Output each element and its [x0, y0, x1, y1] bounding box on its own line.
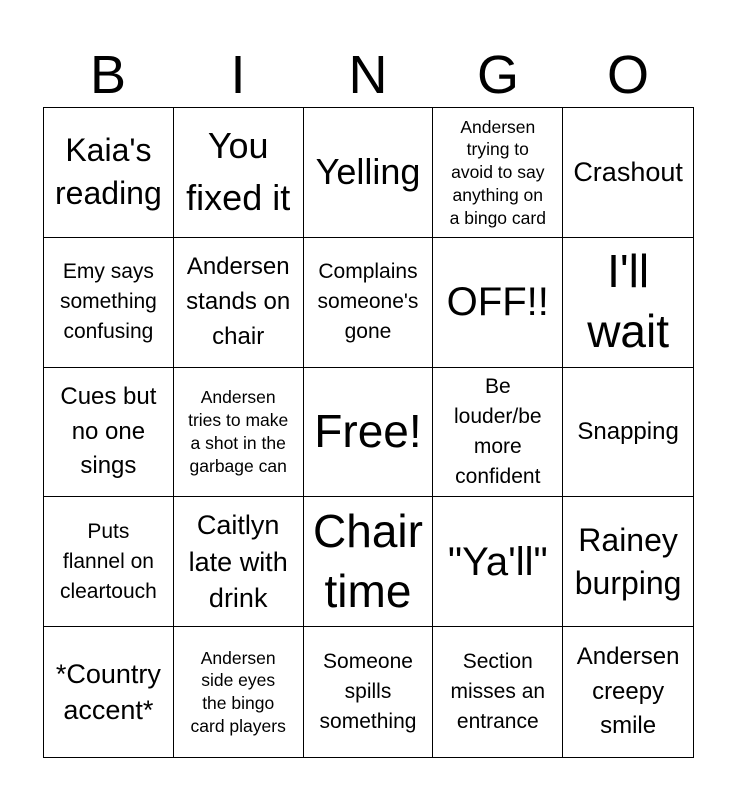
bingo-cell[interactable] [174, 238, 304, 368]
header-letter-b: B [89, 45, 127, 105]
cell-text: You fixed it [186, 125, 291, 219]
bingo-header [43, 44, 693, 106]
bingo-cell[interactable] [433, 108, 563, 238]
cell-text: Kaia's reading [55, 132, 162, 212]
bingo-cell[interactable] [174, 497, 304, 627]
bingo-cell[interactable] [174, 368, 304, 498]
cell-text: Snapping [577, 417, 679, 445]
bingo-cell[interactable] [174, 108, 304, 238]
bingo-cell[interactable] [433, 627, 563, 757]
bingo-cell[interactable] [563, 627, 693, 757]
cell-text: Free! [314, 405, 422, 458]
bingo-cell[interactable] [304, 497, 434, 627]
header-letter-g: G [476, 45, 519, 105]
bingo-cell[interactable] [304, 627, 434, 757]
bingo-cell[interactable] [563, 238, 693, 368]
bingo-cell[interactable] [563, 108, 693, 238]
header-letter-o: O [606, 45, 649, 105]
bingo-cell[interactable] [433, 238, 563, 368]
bingo-cell[interactable] [44, 368, 174, 498]
bingo-cell-free-space[interactable] [304, 368, 434, 498]
bingo-cell[interactable] [563, 368, 693, 498]
cell-text: Complains someone's gone [317, 260, 419, 344]
bingo-cell[interactable] [44, 497, 174, 627]
cell-text: Rainey burping [574, 521, 682, 601]
bingo-cell[interactable] [44, 627, 174, 757]
cell-text: Yelling [315, 151, 421, 193]
bingo-cell[interactable] [433, 368, 563, 498]
cell-text: Puts flannel on cleartouch [59, 520, 157, 603]
cell-text: Andersen stands on chair [186, 253, 291, 350]
cell-text: "Ya'll" [447, 539, 548, 584]
cell-text: Andersen tries to make a shot in the garbage can [188, 387, 289, 476]
cell-text: Be louder/be more confident [454, 375, 542, 488]
cell-text: Andersen trying to avoid to say anything on a bingo card [449, 116, 546, 228]
cell-text: Andersen creepy smile [576, 642, 680, 740]
bingo-card-grid [43, 107, 694, 758]
bingo-cell[interactable] [433, 497, 563, 627]
cell-text: Caitlyn late with drink [188, 510, 288, 613]
bingo-cell[interactable] [174, 627, 304, 757]
header-letter-i: I [230, 45, 246, 105]
cell-text: *Country accent* [55, 658, 161, 726]
bingo-cell[interactable] [44, 108, 174, 238]
bingo-cell[interactable] [563, 497, 693, 627]
bingo-cell[interactable] [44, 238, 174, 368]
bingo-cell[interactable] [304, 108, 434, 238]
bingo-cell[interactable] [304, 238, 434, 368]
cell-text: OFF!! [446, 280, 549, 325]
cell-text: Someone spills something [319, 650, 417, 733]
cell-text: I'll wait [587, 245, 669, 358]
cell-text: Chair time [313, 504, 423, 617]
cell-text: Cues but no one sings [60, 382, 157, 480]
cell-text: Andersen side eyes the bingo card players [190, 647, 286, 736]
cell-text: Section misses an entrance [450, 650, 546, 733]
cell-text: Crashout [573, 157, 683, 188]
cell-text: Emy says something confusing [59, 260, 157, 344]
header-letter-n: N [348, 45, 388, 105]
